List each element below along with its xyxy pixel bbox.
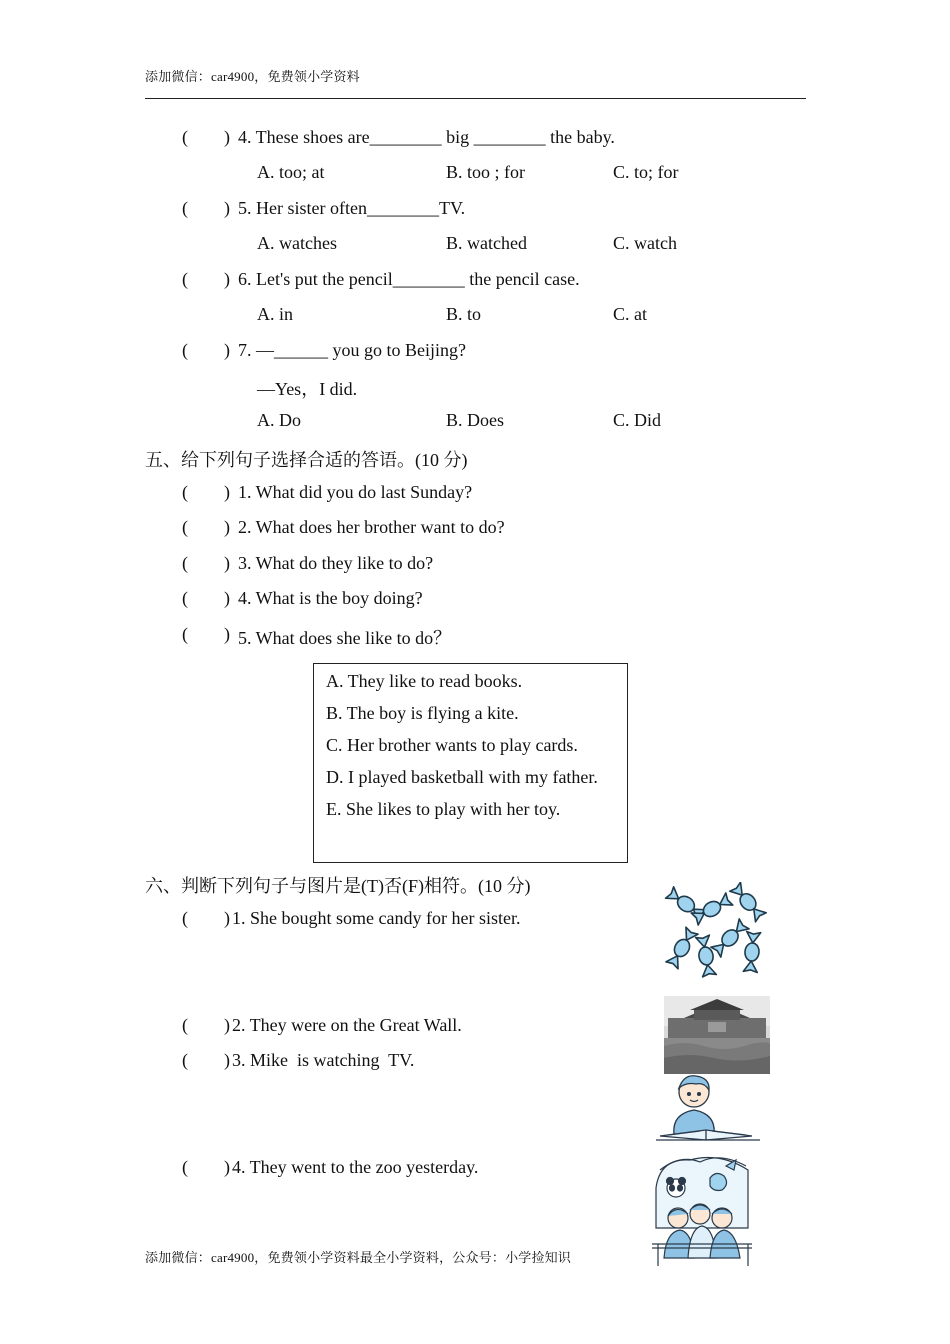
option-c: C. to; for [613, 162, 679, 182]
question-text: 5. Her sister often________TV. [238, 198, 466, 218]
question-text: 4. What is the boy doing? [238, 588, 423, 608]
answer-option: B. The boy is flying a kite. [326, 703, 519, 723]
question-bracket: ( ) [182, 482, 230, 502]
question-bracket: ( ) [182, 127, 230, 147]
answer-option: C. Her brother wants to play cards. [326, 735, 578, 755]
option-b: B. to [446, 304, 482, 324]
question-text: 6. Let's put the pencil________ the pencil case. [238, 269, 580, 289]
question-text: 4. They went to the zoo yesterday. [232, 1157, 479, 1177]
option-a: A. in [257, 304, 293, 324]
question-text: 3. What do they like to do? [238, 553, 434, 573]
option-b: B. too ; for [446, 162, 525, 182]
answer-option: D. I played basketball with my father. [326, 767, 598, 787]
candy-picture [660, 882, 770, 980]
section-6-title: 六、判断下列句子与图片是(T)否(F)相符。(10 分) [145, 876, 531, 896]
option-c: C. Did [613, 410, 662, 430]
page-footer: 添加微信：car4900，免费领小学资料最全小学资料，公众号：小学捡知识 [145, 1250, 572, 1265]
question-bracket: ( ) [182, 553, 230, 573]
option-c: C. at [613, 304, 647, 324]
answer-option: E. She likes to play with her toy. [326, 799, 561, 819]
boy-reading-picture [652, 1072, 762, 1142]
header-divider [145, 98, 806, 99]
option-a: A. Do [257, 410, 301, 430]
zoo-picture [650, 1148, 754, 1268]
question-text: 4. These shoes are________ big ________ the baby. [238, 127, 615, 147]
option-a: A. watches [257, 233, 337, 253]
question-text: 1. What did you do last Sunday? [238, 482, 473, 502]
question-text: 1. She bought some candy for her sister. [232, 908, 521, 928]
question-text: 2. What does her brother want to do? [238, 517, 505, 537]
option-b: B. Does [446, 410, 504, 430]
option-b: B. watched [446, 233, 527, 253]
question-text: 5. What does she like to do？ [238, 628, 452, 648]
option-a: A. too; at [257, 162, 325, 182]
dialogue-answer-line: —Yes，I did. [257, 379, 358, 399]
question-bracket: ( ) [182, 517, 230, 537]
question-bracket: ( ) [182, 588, 230, 608]
question-text: 7. —______ you go to Beijing? [238, 340, 466, 360]
question-text: 2. They were on the Great Wall. [232, 1015, 462, 1035]
question-bracket: ( ) [182, 1015, 230, 1035]
question-bracket: ( ) [182, 1050, 230, 1070]
question-bracket: ( ) [182, 908, 230, 928]
question-bracket: ( ) [182, 198, 230, 218]
option-c: C. watch [613, 233, 677, 253]
tiananmen-photo [664, 996, 770, 1074]
page-header: 添加微信：car4900，免费领小学资料 [145, 69, 360, 84]
answer-option: A. They like to read books. [326, 671, 523, 691]
question-bracket: ( ) [182, 269, 230, 289]
question-text: 3. Mike is watching TV. [232, 1050, 415, 1070]
question-bracket: ( ) [182, 1157, 230, 1177]
question-bracket: ( ) [182, 624, 230, 644]
question-bracket: ( ) [182, 340, 230, 360]
section-5-title: 五、给下列句子选择合适的答语。(10 分) [145, 450, 468, 470]
answer-options-box [313, 663, 628, 863]
